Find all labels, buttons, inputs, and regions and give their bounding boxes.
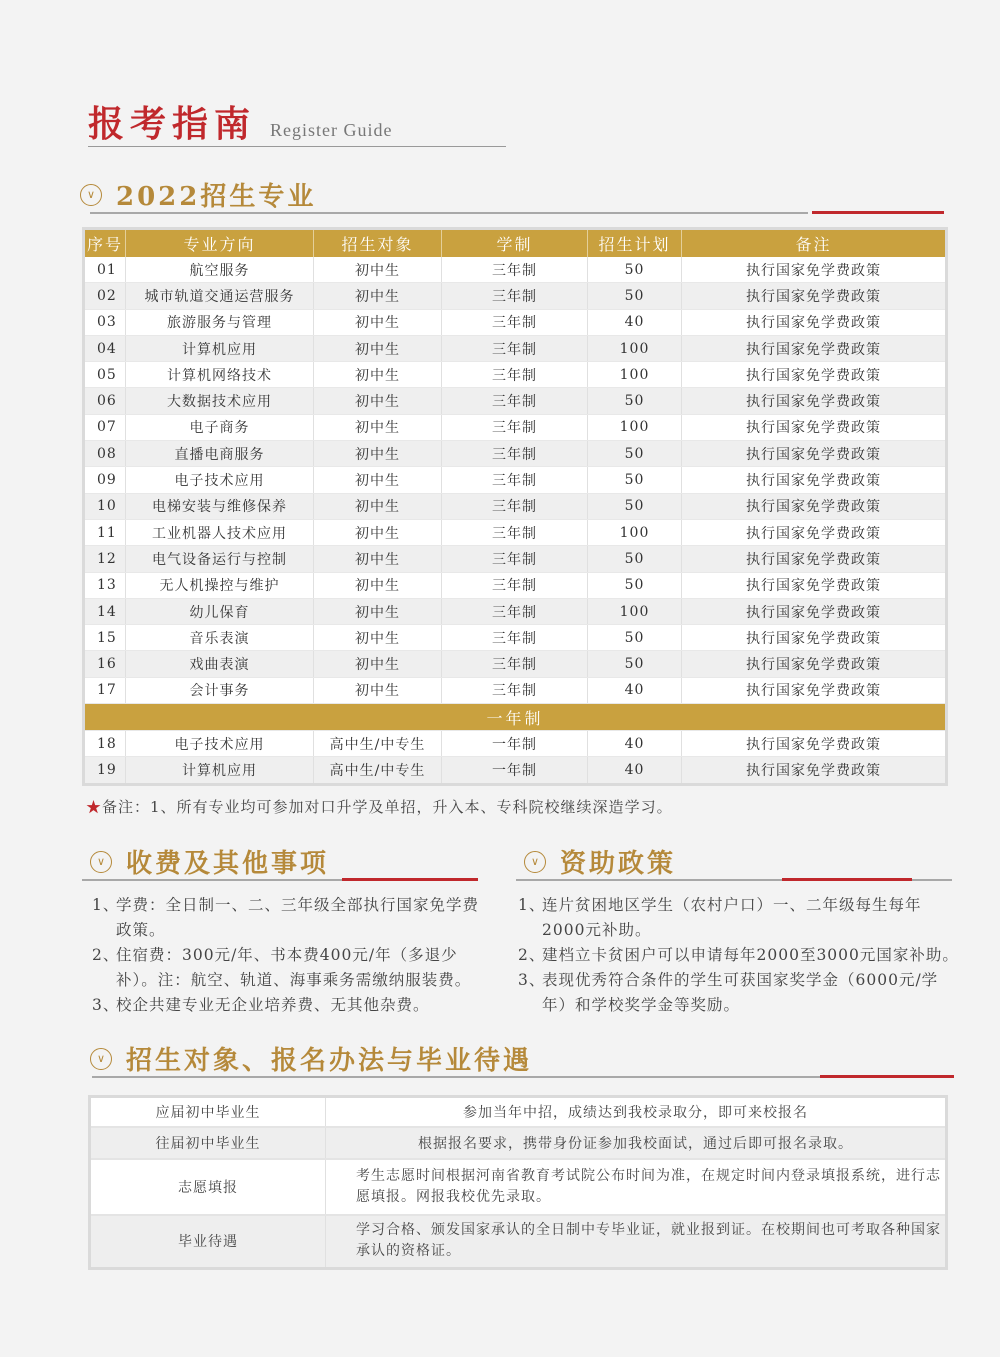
target-cell: 高中生/中专生	[314, 731, 442, 757]
target-cell: 初中生	[314, 546, 442, 572]
plan-cell: 50	[588, 388, 682, 414]
enroll-section-title: 招生对象、报名办法与毕业待遇	[126, 1046, 533, 1076]
page-title	[88, 96, 393, 147]
page-title-en: Register Guide	[270, 120, 393, 140]
plan-cell: 40	[588, 677, 682, 703]
table-row	[84, 677, 947, 703]
major-cell: 航空服务	[126, 257, 314, 283]
seq-cell: 19	[84, 757, 126, 784]
duration-cell: 三年制	[442, 677, 588, 703]
target-cell: 初中生	[314, 414, 442, 440]
target-cell: 初中生	[314, 625, 442, 651]
seq-cell: 15	[84, 625, 126, 651]
major-cell: 旅游服务与管理	[126, 309, 314, 335]
seq-cell: 05	[84, 362, 126, 388]
duration-cell: 三年制	[442, 467, 588, 493]
enroll-table	[88, 1095, 948, 1270]
table-row	[84, 467, 947, 493]
target-cell: 初中生	[314, 257, 442, 283]
seq-cell: 07	[84, 414, 126, 440]
major-cell: 工业机器人技术应用	[126, 519, 314, 545]
target-cell: 初中生	[314, 572, 442, 598]
target-cell: 初中生	[314, 493, 442, 519]
page-title-cn: 报考指南	[88, 103, 257, 145]
target-cell: 初中生	[314, 467, 442, 493]
remark-cell: 执行国家免学费政策	[682, 625, 947, 651]
subheader-label: 一年制	[84, 704, 947, 731]
fees-section-header	[90, 843, 329, 880]
majors-section-title: 2022招生专业	[116, 182, 317, 212]
table-row	[84, 757, 947, 784]
major-cell: 音乐表演	[126, 625, 314, 651]
plan-cell: 50	[588, 441, 682, 467]
title-divider	[88, 146, 506, 147]
seq-cell: 10	[84, 493, 126, 519]
table-row	[84, 731, 947, 757]
duration-cell: 三年制	[442, 388, 588, 414]
duration-cell: 三年制	[442, 598, 588, 624]
remark-cell: 执行国家免学费政策	[682, 651, 947, 677]
remark-cell: 执行国家免学费政策	[682, 757, 947, 784]
duration-cell: 三年制	[442, 257, 588, 283]
table-row	[84, 388, 947, 414]
target-cell: 初中生	[314, 598, 442, 624]
duration-cell: 三年制	[442, 335, 588, 361]
section-divider	[90, 212, 808, 214]
duration-cell: 一年制	[442, 757, 588, 784]
row-value: 参加当年中招，成绩达到我校录取分，即可来校报名	[326, 1097, 947, 1127]
target-cell: 高中生/中专生	[314, 757, 442, 784]
major-cell: 戏曲表演	[126, 651, 314, 677]
row-value: 考生志愿时间根据河南省教育考试院公布时间为准，在规定时间内登录填报系统，进行志愿填报。网报我校优先录取。	[326, 1159, 947, 1215]
major-cell: 电子商务	[126, 414, 314, 440]
duration-cell: 三年制	[442, 546, 588, 572]
table-row	[84, 598, 947, 624]
list-item: 2、 建档立卡贫困户可以申请每年2000至3000元国家补助。	[518, 946, 959, 964]
remark-cell: 执行国家免学费政策	[682, 362, 947, 388]
chevron-down-icon: ∨	[90, 1048, 112, 1070]
row-key: 应届初中毕业生	[90, 1097, 326, 1127]
plan-cell: 50	[588, 493, 682, 519]
plan-cell: 50	[588, 283, 682, 309]
major-cell: 电梯安装与维修保养	[126, 493, 314, 519]
row-key: 毕业待遇	[90, 1215, 326, 1269]
plan-cell: 50	[588, 572, 682, 598]
major-cell: 会计事务	[126, 677, 314, 703]
column-header: 序号	[84, 229, 126, 258]
major-cell: 直播电商服务	[126, 441, 314, 467]
plan-cell: 50	[588, 651, 682, 677]
list-item: 3、 校企共建专业无企业培养费、无其他杂费。	[92, 996, 430, 1014]
table-row	[84, 335, 947, 361]
seq-cell: 11	[84, 519, 126, 545]
major-cell: 计算机网络技术	[126, 362, 314, 388]
table-row	[84, 519, 947, 545]
plan-cell: 100	[588, 598, 682, 624]
table-row	[84, 257, 947, 283]
seq-cell: 12	[84, 546, 126, 572]
seq-cell: 03	[84, 309, 126, 335]
target-cell: 初中生	[314, 362, 442, 388]
aid-section-title: 资助政策	[560, 849, 677, 879]
remark-cell: 执行国家免学费政策	[682, 677, 947, 703]
table-row	[84, 546, 947, 572]
remark-cell: 执行国家免学费政策	[682, 598, 947, 624]
table-row	[84, 414, 947, 440]
remark-cell: 执行国家免学费政策	[682, 257, 947, 283]
target-cell: 初中生	[314, 441, 442, 467]
target-cell: 初中生	[314, 309, 442, 335]
section-divider-accent	[820, 1075, 954, 1078]
column-header: 招生对象	[314, 229, 442, 258]
table-row	[84, 572, 947, 598]
list-item: 1、 学费：全日制一、二、三年级全部执行国家免学费政策。	[92, 896, 480, 939]
remark-cell: 执行国家免学费政策	[682, 519, 947, 545]
seq-cell: 01	[84, 257, 126, 283]
table-row	[84, 362, 947, 388]
plan-cell: 100	[588, 335, 682, 361]
target-cell: 初中生	[314, 677, 442, 703]
target-cell: 初中生	[314, 519, 442, 545]
section-divider-accent	[782, 878, 912, 881]
column-header: 专业方向	[126, 229, 314, 258]
table-row	[90, 1097, 947, 1127]
table-row	[84, 309, 947, 335]
table-row	[90, 1215, 947, 1269]
remark-cell: 执行国家免学费政策	[682, 731, 947, 757]
remark-cell: 执行国家免学费政策	[682, 467, 947, 493]
table-row	[84, 283, 947, 309]
remark-cell: 执行国家免学费政策	[682, 388, 947, 414]
majors-note	[86, 796, 673, 817]
remark-cell: 执行国家免学费政策	[682, 572, 947, 598]
table-row	[90, 1159, 947, 1215]
duration-cell: 三年制	[442, 362, 588, 388]
seq-cell: 18	[84, 731, 126, 757]
duration-cell: 一年制	[442, 731, 588, 757]
star-icon: ★	[86, 798, 103, 816]
column-header: 招生计划	[588, 229, 682, 258]
plan-cell: 40	[588, 309, 682, 335]
column-header: 学制	[442, 229, 588, 258]
major-cell: 计算机应用	[126, 757, 314, 784]
seq-cell: 17	[84, 677, 126, 703]
table-row	[84, 651, 947, 677]
major-cell: 电子技术应用	[126, 731, 314, 757]
table-row	[84, 441, 947, 467]
plan-cell: 40	[588, 757, 682, 784]
row-key: 往届初中毕业生	[90, 1127, 326, 1159]
majors-section-header	[80, 176, 316, 213]
chevron-down-icon: ∨	[80, 184, 102, 206]
remark-cell: 执行国家免学费政策	[682, 493, 947, 519]
note-text: 备注：1、所有专业均可参加对口升学及单招，升入本、专科院校继续深造学习。	[102, 798, 673, 816]
plan-cell: 50	[588, 467, 682, 493]
table-row	[84, 493, 947, 519]
list-item: 3、 表现优秀符合条件的学生可获国家奖学金（6000元/学年）和学校奖学金等奖励。	[518, 971, 939, 1014]
remark-cell: 执行国家免学费政策	[682, 414, 947, 440]
row-value: 根据报名要求，携带身份证参加我校面试，通过后即可报名录取。	[326, 1127, 947, 1159]
duration-cell: 三年制	[442, 572, 588, 598]
duration-cell: 三年制	[442, 651, 588, 677]
seq-cell: 04	[84, 335, 126, 361]
plan-cell: 40	[588, 731, 682, 757]
seq-cell: 16	[84, 651, 126, 677]
chevron-down-icon: ∨	[524, 851, 546, 873]
plan-cell: 100	[588, 414, 682, 440]
table-row	[84, 625, 947, 651]
list-item: 2、 住宿费：300元/年、书本费400元/年（多退少补）。注：航空、轨道、海事乘务需缴纳服装费。	[92, 946, 472, 989]
remark-cell: 执行国家免学费政策	[682, 283, 947, 309]
majors-table	[82, 227, 948, 786]
duration-cell: 三年制	[442, 414, 588, 440]
plan-cell: 50	[588, 546, 682, 572]
duration-cell: 三年制	[442, 283, 588, 309]
table-header-row	[84, 229, 947, 258]
major-cell: 无人机操控与维护	[126, 572, 314, 598]
aid-section-header	[524, 843, 676, 880]
chevron-down-icon: ∨	[90, 851, 112, 873]
duration-cell: 三年制	[442, 309, 588, 335]
major-cell: 城市轨道交通运营服务	[126, 283, 314, 309]
seq-cell: 02	[84, 283, 126, 309]
row-value: 学习合格、颁发国家承认的全日制中专毕业证，就业报到证。在校期间也可考取各种国家承认的资格证。	[326, 1215, 947, 1269]
duration-cell: 三年制	[442, 493, 588, 519]
section-divider-accent	[342, 878, 478, 881]
seq-cell: 14	[84, 598, 126, 624]
fees-list	[92, 893, 490, 1018]
major-cell: 电子技术应用	[126, 467, 314, 493]
plan-cell: 50	[588, 625, 682, 651]
duration-cell: 三年制	[442, 625, 588, 651]
remark-cell: 执行国家免学费政策	[682, 441, 947, 467]
major-cell: 电气设备运行与控制	[126, 546, 314, 572]
aid-list	[518, 893, 962, 1018]
remark-cell: 执行国家免学费政策	[682, 309, 947, 335]
remark-cell: 执行国家免学费政策	[682, 546, 947, 572]
plan-cell: 100	[588, 362, 682, 388]
enroll-section-header	[90, 1040, 532, 1077]
table-subheader-row	[84, 704, 947, 731]
major-cell: 大数据技术应用	[126, 388, 314, 414]
seq-cell: 08	[84, 441, 126, 467]
seq-cell: 13	[84, 572, 126, 598]
plan-cell: 50	[588, 257, 682, 283]
plan-cell: 100	[588, 519, 682, 545]
list-item: 1、 连片贫困地区学生（农村户口）一、二年级每生每年2000元补助。	[518, 896, 922, 939]
seq-cell: 09	[84, 467, 126, 493]
table-row	[90, 1127, 947, 1159]
column-header: 备注	[682, 229, 947, 258]
remark-cell: 执行国家免学费政策	[682, 335, 947, 361]
target-cell: 初中生	[314, 283, 442, 309]
target-cell: 初中生	[314, 335, 442, 361]
duration-cell: 三年制	[442, 519, 588, 545]
section-divider-accent	[812, 211, 944, 214]
major-cell: 幼儿保育	[126, 598, 314, 624]
major-cell: 计算机应用	[126, 335, 314, 361]
duration-cell: 三年制	[442, 441, 588, 467]
row-key: 志愿填报	[90, 1159, 326, 1215]
seq-cell: 06	[84, 388, 126, 414]
target-cell: 初中生	[314, 651, 442, 677]
fees-section-title: 收费及其他事项	[126, 849, 330, 879]
target-cell: 初中生	[314, 388, 442, 414]
